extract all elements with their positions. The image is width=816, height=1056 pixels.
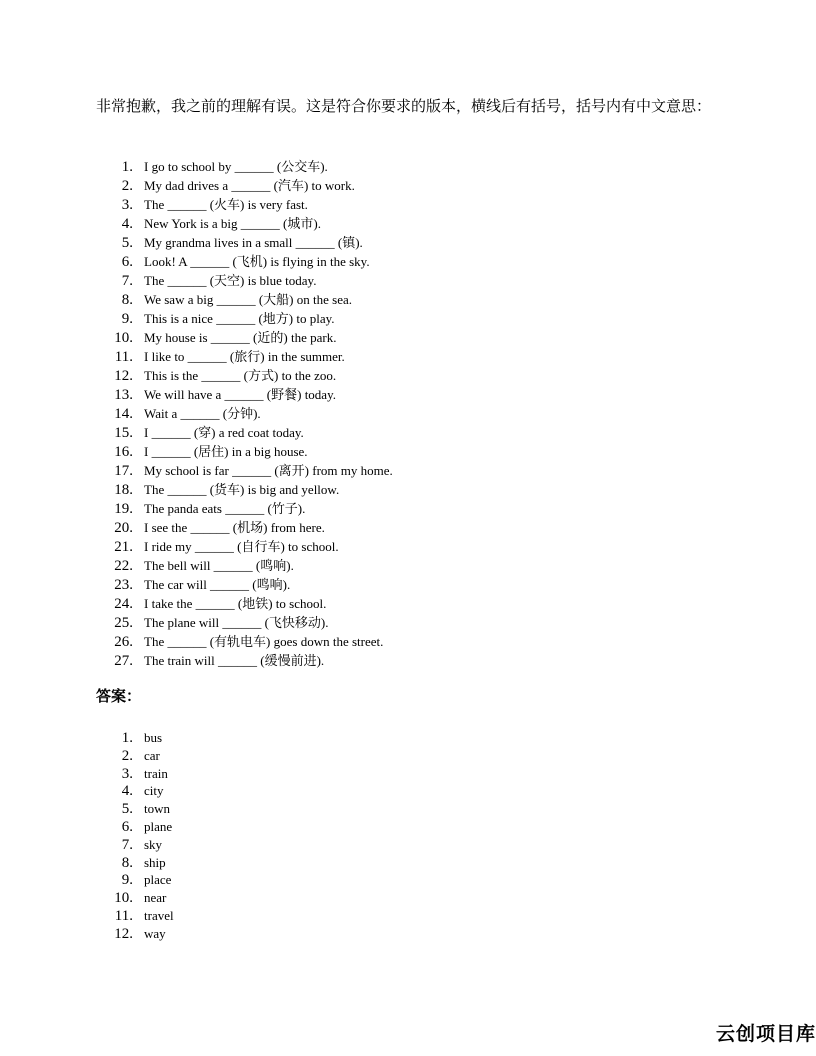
answer-list xyxy=(96,729,174,943)
answer-text: place xyxy=(144,872,172,888)
question-item xyxy=(96,328,393,347)
question-text: I take the ______ (地铁) to school. xyxy=(144,596,327,611)
question-text: The ______ (火车) is very fast. xyxy=(144,197,308,212)
question-text: I ______ (居住) in a big house. xyxy=(144,444,308,459)
answer-item xyxy=(96,729,174,747)
answer-text: plane xyxy=(144,818,173,834)
question-text: I ride my ______ (自行车) to school. xyxy=(144,539,339,554)
question-item xyxy=(96,480,393,499)
question-item xyxy=(96,385,393,404)
question-number: 16. xyxy=(114,444,133,460)
answer-item xyxy=(96,765,174,783)
question-item xyxy=(96,157,393,176)
answer-text: travel xyxy=(144,907,174,923)
question-number: 12. xyxy=(114,368,133,384)
answer-text: car xyxy=(144,747,160,763)
answers-heading: 答案： xyxy=(96,689,142,705)
question-number: 4. xyxy=(121,216,133,232)
question-text: The ______ (有轨电车) goes down the street. xyxy=(144,634,384,649)
question-text: New York is a big ______ (城市). xyxy=(144,216,321,231)
question-number: 2. xyxy=(121,178,133,194)
answer-text: city xyxy=(144,783,164,799)
question-number: 27. xyxy=(114,653,133,669)
question-text: Look! A ______ (飞机) is flying in the sky. xyxy=(144,254,370,269)
answer-text: sky xyxy=(144,836,163,852)
answer-number: 2. xyxy=(121,747,133,764)
question-item xyxy=(96,233,393,252)
question-text: The ______ (货车) is big and yellow. xyxy=(144,482,340,497)
answer-item xyxy=(96,854,174,872)
question-number: 11. xyxy=(114,349,133,365)
question-text: My grandma lives in a small ______ (镇). xyxy=(144,235,363,250)
watermark-text: 云创项目库 xyxy=(715,1023,816,1045)
question-item xyxy=(96,651,393,670)
question-number: 20. xyxy=(114,520,133,536)
question-number: 1. xyxy=(121,159,133,175)
question-item xyxy=(96,499,393,518)
question-number: 13. xyxy=(114,387,133,403)
question-item xyxy=(96,271,393,290)
answer-number: 9. xyxy=(121,872,133,889)
answer-number: 8. xyxy=(121,854,133,871)
question-text: This is the ______ (方式) to the zoo. xyxy=(144,368,337,383)
question-item xyxy=(96,195,393,214)
answer-number: 7. xyxy=(121,836,133,853)
question-number: 23. xyxy=(114,577,133,593)
question-text: The ______ (天空) is blue today. xyxy=(144,273,317,288)
question-item xyxy=(96,176,393,195)
question-item xyxy=(96,594,393,613)
question-text: The car will ______ (鸣响). xyxy=(144,577,291,592)
question-item xyxy=(96,347,393,366)
answer-number: 11. xyxy=(114,907,133,924)
question-text: My school is far ______ (离开) from my home. xyxy=(144,463,393,478)
answer-item xyxy=(96,907,174,925)
question-text: I like to ______ (旅行) in the summer. xyxy=(144,349,345,364)
question-text: The panda eats ______ (竹子). xyxy=(144,501,306,516)
question-number: 26. xyxy=(114,634,133,650)
answer-number: 12. xyxy=(114,925,133,942)
question-item xyxy=(96,461,393,480)
question-item xyxy=(96,632,393,651)
question-item xyxy=(96,214,393,233)
question-number: 7. xyxy=(121,273,133,289)
question-number: 21. xyxy=(114,539,133,555)
answer-text: town xyxy=(144,801,170,817)
question-item xyxy=(96,404,393,423)
answer-number: 6. xyxy=(121,818,133,835)
answer-item xyxy=(96,800,174,818)
question-item xyxy=(96,309,393,328)
question-text: The bell will ______ (鸣响). xyxy=(144,558,294,573)
answer-text: near xyxy=(144,890,167,906)
answer-item xyxy=(96,889,174,907)
answer-item xyxy=(96,871,174,889)
question-item xyxy=(96,252,393,271)
answer-item xyxy=(96,782,174,800)
answer-text: train xyxy=(144,765,168,781)
question-text: Wait a ______ (分钟). xyxy=(144,406,261,421)
question-item xyxy=(96,613,393,632)
question-text: My house is ______ (近的) the park. xyxy=(144,330,337,345)
question-number: 14. xyxy=(114,406,133,422)
question-item xyxy=(96,290,393,309)
question-number: 17. xyxy=(114,463,133,479)
question-number: 24. xyxy=(114,596,133,612)
question-item xyxy=(96,575,393,594)
answer-text: way xyxy=(144,925,166,941)
answer-text: bus xyxy=(144,730,163,745)
question-text: The plane will ______ (飞快移动). xyxy=(144,615,329,630)
answer-item xyxy=(96,836,174,854)
question-number: 6. xyxy=(121,254,133,270)
question-item xyxy=(96,423,393,442)
question-text: I ______ (穿) a red coat today. xyxy=(144,425,304,440)
question-item xyxy=(96,556,393,575)
question-number: 9. xyxy=(121,311,133,327)
question-number: 19. xyxy=(114,501,133,517)
question-item xyxy=(96,537,393,556)
answer-item xyxy=(96,747,174,765)
answer-item xyxy=(96,818,174,836)
answer-item xyxy=(96,925,174,943)
answer-number: 3. xyxy=(121,765,133,782)
question-number: 8. xyxy=(121,292,133,308)
question-number: 5. xyxy=(121,235,133,251)
question-item xyxy=(96,442,393,461)
question-number: 15. xyxy=(114,425,133,441)
question-number: 3. xyxy=(121,197,133,213)
answer-number: 10. xyxy=(114,890,133,907)
answer-text: ship xyxy=(144,854,166,870)
question-number: 18. xyxy=(114,482,133,498)
question-text: The train will ______ (缓慢前进). xyxy=(144,653,325,668)
question-number: 22. xyxy=(114,558,133,574)
question-item xyxy=(96,518,393,537)
question-text: We saw a big ______ (大船) on the sea. xyxy=(144,292,352,307)
intro-paragraph: 非常抱歉，我之前的理解有误。这是符合你要求的版本，横线后有括号，括号内有中文意思： xyxy=(96,99,712,115)
question-text: We will have a ______ (野餐) today. xyxy=(144,387,336,402)
answer-number: 5. xyxy=(121,801,133,818)
question-text: My dad drives a ______ (汽车) to work. xyxy=(144,178,355,193)
question-list xyxy=(96,157,393,670)
question-item xyxy=(96,366,393,385)
question-text: I go to school by ______ (公交车). xyxy=(144,159,328,174)
answer-number: 1. xyxy=(121,730,133,746)
question-text: I see the ______ (机场) from here. xyxy=(144,520,325,535)
question-number: 25. xyxy=(114,615,133,631)
question-number: 10. xyxy=(114,330,133,346)
answer-number: 4. xyxy=(121,783,133,800)
question-text: This is a nice ______ (地方) to play. xyxy=(144,311,335,326)
